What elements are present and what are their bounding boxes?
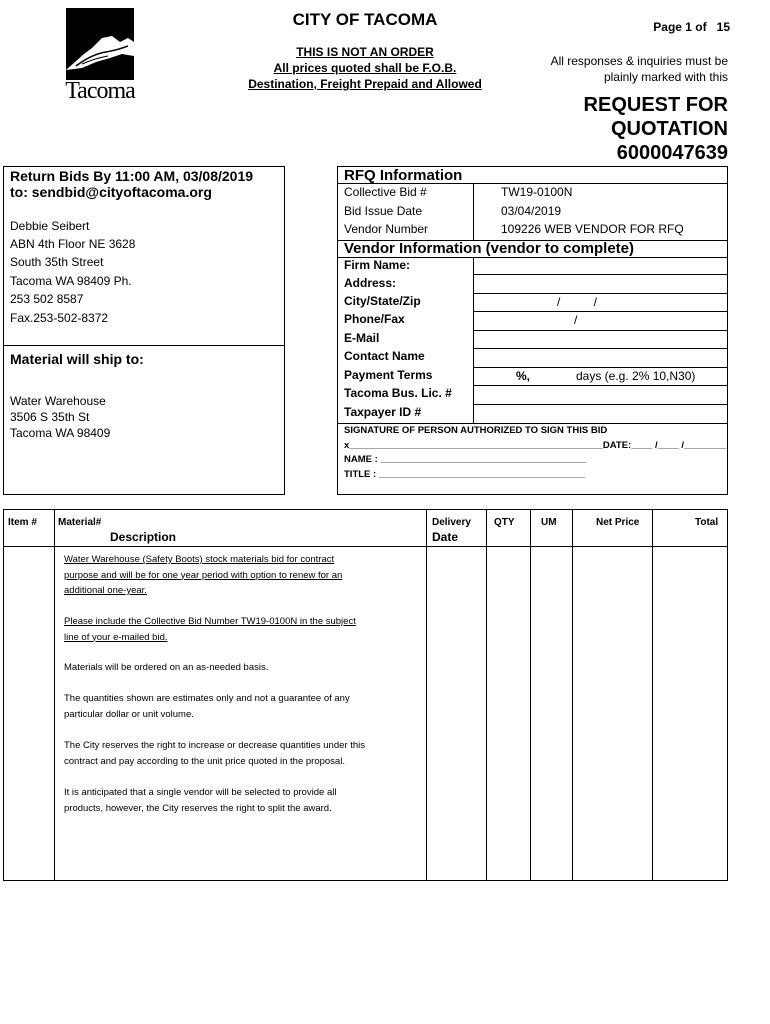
col-header-item: Item # [8,517,37,528]
return-bids-box [3,166,285,495]
description-line: Water Warehouse (Safety Boots) stock materials bid for contract [64,554,335,565]
signature-date-line[interactable]: x________________________________________________DATE:____ /____ /________ [344,440,727,451]
rfq-title-line-1: REQUEST FOR [583,94,728,116]
contact-name-label: Contact Name [344,349,425,363]
tacoma-bus-lic-field[interactable] [473,386,728,405]
firm-name-label: Firm Name: [344,258,411,272]
col-divider [486,509,487,881]
address-label: Address: [344,276,397,290]
contact-line: ABN 4th Floor NE 3628 [10,237,136,251]
city-state-zip-label: City/State/Zip [344,294,421,308]
payment-terms-field[interactable] [473,368,728,386]
return-bids-deadline: Return Bids By 11:00 AM, 03/08/2019 [10,168,254,184]
description-line: The quantities shown are estimates only and not a guarantee of any [64,693,350,704]
col-header-qty: QTY [494,517,515,528]
signature-name-line[interactable]: NAME : _______________________________________ [344,454,587,465]
tacoma-bus-lic-label: Tacoma Bus. Lic. # [344,386,452,400]
col-header-date: Date [432,530,459,544]
col-header-net-price: Net Price [596,517,640,528]
description-paragraph [64,552,404,599]
city-state-zip-field[interactable] [473,294,728,312]
notice-line-2: All prices quoted shall be F.O.B. [273,61,457,75]
phone-fax-field[interactable] [473,312,728,331]
city-state-zip-separators: / / [557,295,598,309]
notice-line-1: THIS IS NOT AN ORDER [296,45,434,59]
inquiry-line-2: plainly marked with this [603,70,728,84]
description-line: contract and pay according to the unit price quoted in the proposal. [64,755,345,767]
col-header-total: Total [695,517,719,528]
inquiry-line-1: All responses & inquiries must be [550,54,728,68]
rfq-title-line-2: QUOTATION [610,118,728,140]
col-header-material: Material# [58,517,102,528]
col-header-description: Description [110,530,177,544]
page-indicator [590,20,730,34]
description-line: Please include the Collective Bid Number TW19-0100N in the subject [64,616,356,627]
left-box-divider [3,345,285,346]
contact-line: Debbie Seibert [10,219,90,233]
phone-fax-label: Phone/Fax [344,312,405,326]
bid-issue-date-value: 03/04/2019 [501,204,562,218]
contact-line: Tacoma WA 98409 Ph. [10,274,132,288]
col-divider [652,509,653,881]
col-divider [530,509,531,881]
payment-terms-percent: %, [516,369,531,383]
vendor-number-value: 109226 WEB VENDOR FOR RFQ [501,222,684,236]
payment-terms-example: days (e.g. 2% 10,N30) [576,369,696,383]
description-line: line of your e-mailed bid. [64,631,168,643]
payment-terms-label: Payment Terms [344,368,433,382]
firm-name-field[interactable] [473,257,728,275]
description-line: It is anticipated that a single vendor will be selected to provide all [64,787,337,798]
collective-bid-value: TW19-0100N [501,185,573,199]
description-line: products, however, the City reserves the right to split the award. [64,802,332,814]
description-line: additional one-year. [64,585,147,596]
taxpayer-id-label: Taxpayer ID # [344,405,422,419]
description-paragraph [64,614,404,645]
page-label: Page 1 of [653,20,707,34]
description-paragraph [64,785,404,816]
col-divider [54,509,55,881]
description-line: Materials will be ordered on an as-needed basis. [64,662,269,673]
contact-line: 253 502 8587 [10,292,84,306]
city-logo [62,8,138,114]
contact-line: South 35th Street [10,255,104,269]
description-paragraph [64,660,404,676]
phone-fax-separator: / [574,313,578,327]
rfq-number: 6000047639 [616,142,728,164]
logo-wordmark: Tacoma [65,78,135,104]
col-divider [572,509,573,881]
description-paragraph [64,738,404,769]
collective-bid-label: Collective Bid # [344,185,427,199]
vendor-number-label: Vendor Number [344,222,429,236]
description-line: purpose and will be for one year period with option to renew for an [64,569,343,581]
page-total: 15 [716,20,730,34]
city-title: CITY OF TACOMA [292,10,438,29]
description-paragraph [64,691,404,722]
address-field[interactable] [473,275,728,294]
signature-section-divider [337,423,728,424]
email-label: E-Mail [344,331,380,345]
contact-line: Fax.253-502-8372 [10,311,109,325]
contact-name-field[interactable] [473,349,728,368]
col-header-delivery: Delivery [432,517,471,528]
description-line: particular dollar or unit volume. [64,708,194,720]
ship-to-title: Material will ship to: [10,351,144,367]
ship-to-line: 3506 S 35th St [10,410,90,424]
notice-line-3: Destination, Freight Prepaid and Allowed [248,77,482,91]
return-bids-email: to: sendbid@cityoftacoma.org [10,184,212,200]
ship-to-line: Tacoma WA 98409 [10,426,111,440]
email-field[interactable] [473,331,728,349]
signature-title-line[interactable]: TITLE : _______________________________________ [344,469,585,480]
items-header-divider [3,546,728,547]
description-line: The City reserves the right to increase or decrease quantities under this [64,740,365,751]
rfq-info-title: RFQ Information [344,167,463,184]
rfq-info-column-divider [473,183,474,240]
col-divider [426,509,427,881]
taxpayer-id-field[interactable] [473,405,728,423]
signature-heading: SIGNATURE OF PERSON AUTHORIZED TO SIGN THIS BID [344,425,608,436]
col-header-um: UM [541,517,557,528]
vendor-info-title: Vendor Information (vendor to complete) [344,240,635,257]
bid-issue-date-label: Bid Issue Date [344,204,423,218]
ship-to-line: Water Warehouse [10,394,106,408]
